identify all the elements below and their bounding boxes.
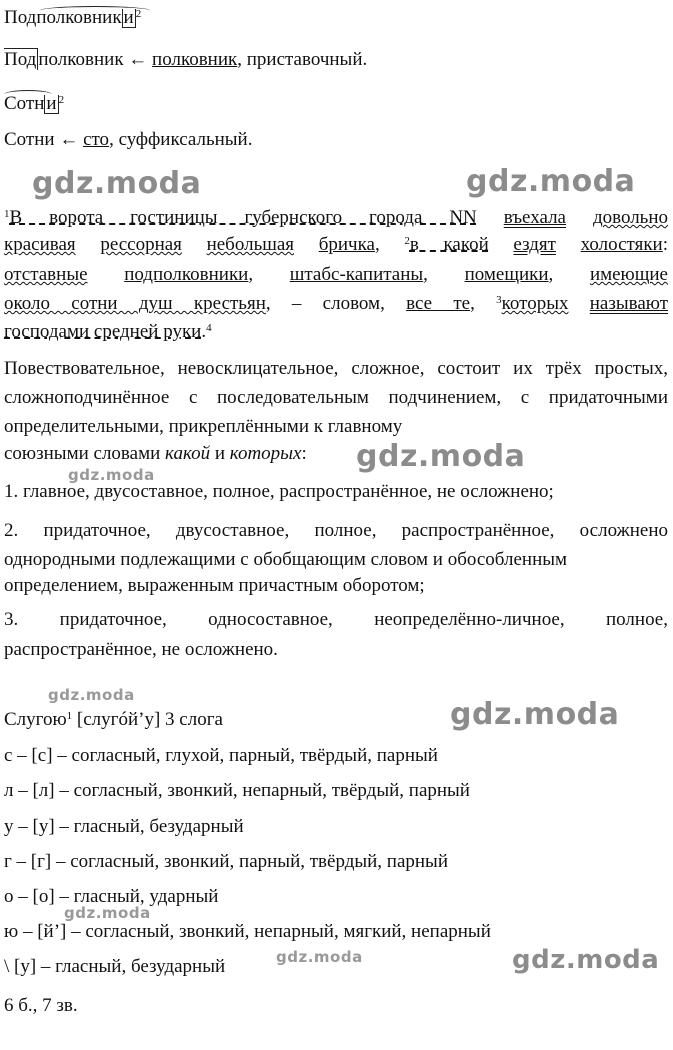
phonetic-row: с – [с] – согласный, глухой, парный, твёрдый, парный (4, 745, 438, 766)
watermark-logo: gdz.moda (48, 686, 135, 704)
phonetic-row: у – [у] – гласный, безударный (4, 816, 244, 837)
analysis-paragraph: Повествовательное, невосклицательное, сложное, состоит их трёх простых, сложноподчинённое с последовательным подчинением, с придаточными определительными, прикреплёнными к главному (4, 358, 668, 437)
watermark-logo: gdz.moda (450, 697, 620, 732)
sentence-line-3: отставные подполковники, штабс-капитаны, помещики, имеющие (4, 264, 668, 285)
sentence-line-4: около сотни душ крестьян, – словом, все те, $^3$которых называют (4, 293, 669, 314)
morpheme-word-sotni: Сотн и $^2$ (4, 93, 65, 114)
sentence-line-2: красивая рессорная небольшая бричка, $^2$в какой ездят холостяки: (4, 234, 668, 255)
watermark-logo: gdz.moda (32, 166, 202, 201)
watermark-logo: gdz.moda (276, 948, 363, 966)
word-formation-podpolkovniki: Под полковник ← полковник, приставочный. (4, 49, 368, 70)
root-arc (4, 90, 52, 99)
morpheme-word-podpolkovniki: Подполковник и $^2$ (4, 7, 142, 28)
analysis-item-2: 2. придаточное, двусоставное, полное, распространённое, осложнено однородными подлежащими с обобщающим словом и обособленным (4, 520, 668, 570)
analysis-item-3: 3. придаточное, односоставное, неопределённо-личное, полное, (4, 609, 668, 630)
phonetic-row: \ [у] – гласный, безударный (4, 956, 226, 977)
root-arc (40, 6, 150, 15)
watermark-logo: gdz.moda (64, 904, 151, 922)
phonetic-row: г – [г] – согласный, звонкий, парный, твёрдый, парный (4, 851, 448, 872)
analysis-paragraph-last-line: союзными словами какой и которых: (4, 443, 307, 464)
watermark-logo: gdz.moda (68, 466, 155, 484)
sentence-line-5: господами средней руки.$^4$ (4, 321, 212, 342)
sentence-line-1: $^1$В ворота гостиницы губернского города NN въехала довольно (4, 207, 669, 228)
ending-box: и (123, 7, 134, 28)
analysis-item-1: 1. главное, двусоставное, полное, распространённое, не осложнено; (4, 481, 554, 502)
watermark-logo: gdz.moda (512, 945, 660, 975)
watermark-logo: gdz.moda (466, 164, 636, 199)
ending-box: и (46, 93, 57, 114)
phonetic-heading: Слугою$^1$ [слугóй’у] 3 слога (4, 709, 223, 730)
analysis-item-3-last: распространённое, не осложнено. (4, 639, 278, 660)
watermark-logo: gdz.moda (356, 439, 526, 474)
analysis-item-2-last: определением, выраженным причастным оборотом; (4, 575, 425, 596)
word-formation-sotni: Сотни ← сто, суффиксальный. (4, 129, 253, 150)
phonetic-row: о – [о] – гласный, ударный (4, 886, 219, 907)
phonetic-row: л – [л] – согласный, звонкий, непарный, твёрдый, парный (4, 780, 470, 801)
phonetic-total: 6 б., 7 зв. (4, 995, 78, 1016)
phonetic-row: ю – [й’] – согласный, звонкий, непарный, мягкий, непарный (4, 921, 491, 942)
